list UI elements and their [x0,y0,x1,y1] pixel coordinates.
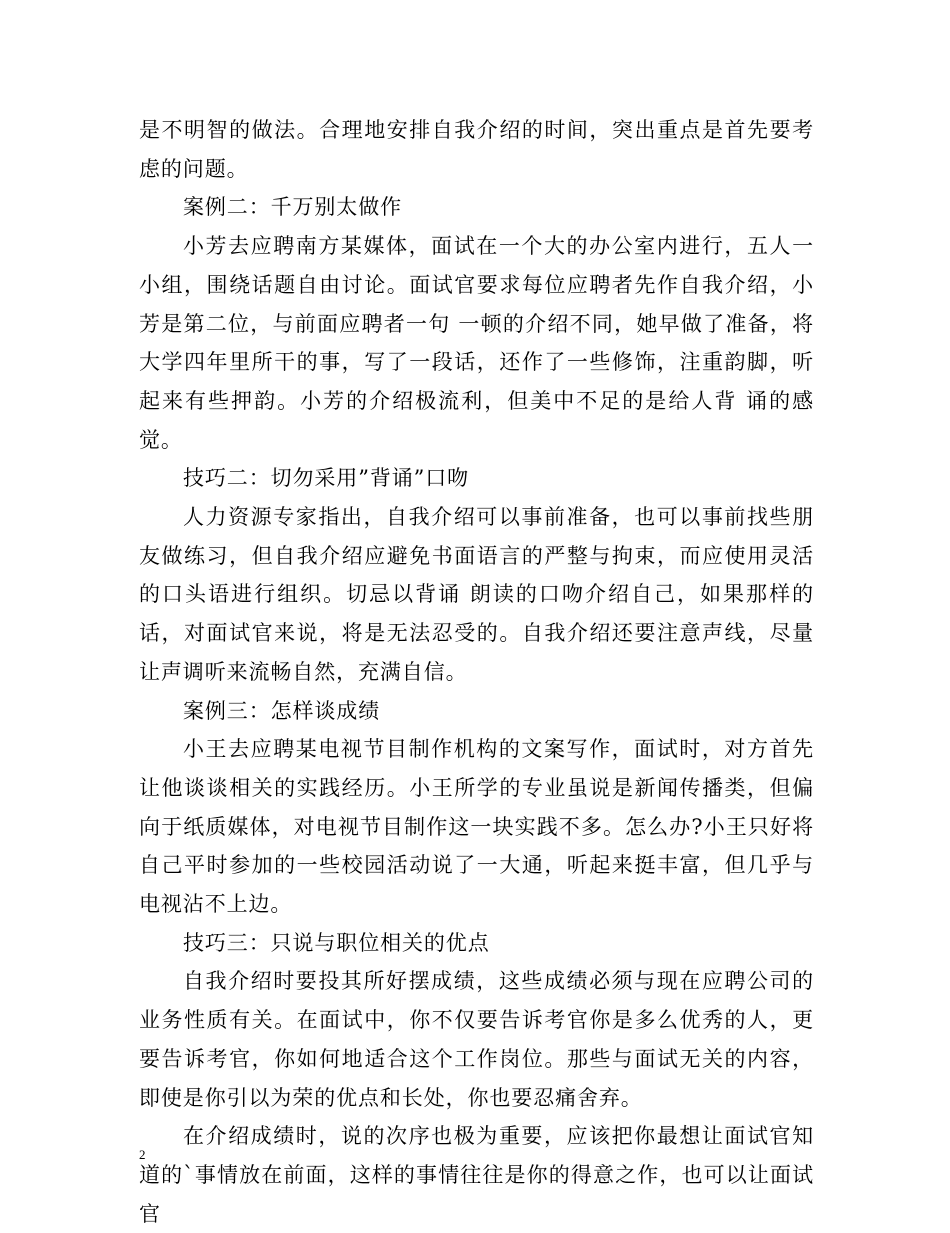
page-number: 2 [139,1147,146,1162]
tip-three-heading: 技巧三：只说与职位相关的优点 [183,930,490,955]
paragraph-tip-three: 自我介绍时要投其所好摆成绩，这些成绩必须与现在应聘公司的业务性质有关。在面试中，你不仅要告诉考官你是多么优秀的人，更要告诉考官，你如何地适合这个工作岗位。那些与面试无关的内容，即使是你引以为荣的优点和长处，你也要忍痛舍弃。 [139,969,814,1110]
case-three-heading: 案例三：怎样谈成绩 [183,698,381,723]
document-body [139,111,814,1233]
paragraph-tip-two: 人力资源专家指出，自我介绍可以事前准备，也可以事前找些朋友做练习，但自我介绍应避免书面语言的严整与拘束，而应使用灵活的口头语进行组织。切忌以背诵 朗读的口吻介绍自己，如果那样的话，对面试官来说，将是无法忍受的。自我介绍还要注意声线，尽量让声调听来流畅自然，充满自信。 [139,505,814,684]
paragraph-achievement-order: 在介绍成绩时，说的次序也极为重要，应该把你最想让面试官知道的`事情放在前面，这样的事情往往是你的得意之作，也可以让面试官 [139,1124,814,1226]
tip-two-heading: 技巧二：切勿采用”背诵”口吻 [183,466,470,491]
case-two-heading: 案例二：千万别太做作 [183,195,402,220]
paragraph-case-three: 小王去应聘某电视节目制作机构的文案写作，面试时，对方首先让他谈谈相关的实践经历。小王所学的专业虽说是新闻传播类，但偏向于纸质媒体，对电视节目制作这一块实践不多。怎么办?小王只好将自己平时参加的一些校园活动说了一大通，听起来挺丰富，但几乎与电视沾不上边。 [139,737,814,917]
paragraph-case-two: 小芳去应聘南方某媒体，面试在一个大的办公室内进行，五人一小组，围绕话题自由讨论。面试官要求每位应聘者先作自我介绍，小芳是第二位，与前面应聘者一句 一顿的介绍不同，她早做了准备，将大学四年里所干的事，写了一段话，还作了一些修饰，注重韵脚，听起来有些押韵。小芳的介绍极流利，但美中不足的是给人背 诵的感觉。 [139,234,814,452]
paragraph-1: 是不明智的做法。合理地安排自我介绍的时间，突出重点是首先要考虑的问题。 [139,118,814,181]
